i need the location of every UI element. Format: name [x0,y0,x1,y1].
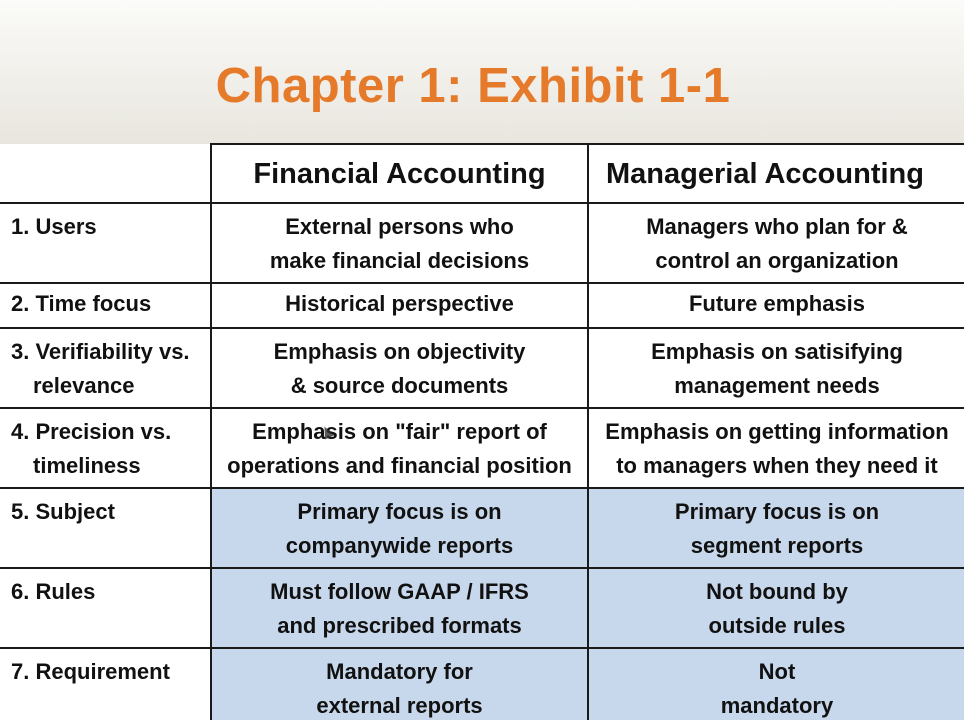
cell-line: & source documents [290,373,509,398]
cell-line: Emphasis on "fair" report of [252,419,547,444]
financial-cell [211,283,588,328]
table-header-row [0,144,964,203]
row-label [0,408,211,488]
row-label [0,488,211,568]
cell-line: Must follow GAAP / IFRS [270,579,529,604]
financial-cell [211,568,588,648]
cell-line: mandatory [720,693,834,718]
row-label-text: 1. Users [11,214,97,239]
row-label [0,648,211,720]
financial-cell [211,488,588,568]
financial-cell [211,648,588,720]
cell-line: operations and financial position [227,453,572,478]
cell-line: Mandatory for [326,659,473,684]
managerial-cell [588,283,964,328]
cell-line: make financial decisions [269,248,530,273]
cell-line: Managers who plan for & [646,214,908,239]
cell-line: to managers when they need it [616,453,938,478]
cell-line: Emphasis on objectivity [273,339,526,364]
header-managerial-accounting: Managerial Accounting [588,144,964,203]
cell-line: Not bound by [706,579,848,604]
comparison-table [0,143,964,720]
financial-cell [211,203,588,283]
table-row [0,203,964,283]
cell-line: Not [758,659,796,684]
managerial-cell [588,488,964,568]
slide-title: Chapter 1: Exhibit 1-1 [215,59,731,113]
cell-line: external reports [316,693,483,718]
row-label-text: timeliness [33,453,141,478]
header-financial-accounting: Financial Accounting [211,144,588,203]
cell-line: Emphasis on satisifying [651,339,903,364]
row-label-text: 7. Requirement [11,659,170,684]
table-row [0,648,964,720]
managerial-cell [588,203,964,283]
table-row [0,408,964,488]
row-label [0,203,211,283]
cell-line: management needs [674,373,880,398]
managerial-cell [588,648,964,720]
row-label [0,283,211,328]
financial-cell [211,328,588,408]
financial-cell [211,408,588,488]
row-label-text: 4. Precision vs. [11,419,172,444]
cell-line: outside rules [708,613,846,638]
row-label [0,328,211,408]
cell-line: Primary focus is on [297,499,502,524]
cell-line: Emphasis on getting information [605,419,949,444]
table-row [0,488,964,568]
row-label-text: 6. Rules [11,579,96,604]
cell-line: companywide reports [285,533,514,558]
cell-line: External persons who [285,214,514,239]
header-corner [0,144,211,203]
managerial-cell [588,408,964,488]
cell-line: Future emphasis [688,291,866,316]
row-label [0,568,211,648]
table-row [0,568,964,648]
cell-line: Primary focus is on [674,499,880,524]
row-label-text: 2. Time focus [11,291,152,316]
table-row [0,328,964,408]
cell-line: Historical perspective [285,291,514,316]
cell-line: and prescribed formats [277,613,522,638]
managerial-cell [588,568,964,648]
cell-line: segment reports [690,533,864,558]
managerial-cell [588,328,964,408]
row-label-text: relevance [33,373,135,398]
table-row [0,283,964,328]
row-label-text: 5. Subject [11,499,115,524]
row-label-text: 3. Verifiability vs. [11,339,190,364]
cell-line: control an organization [655,248,899,273]
